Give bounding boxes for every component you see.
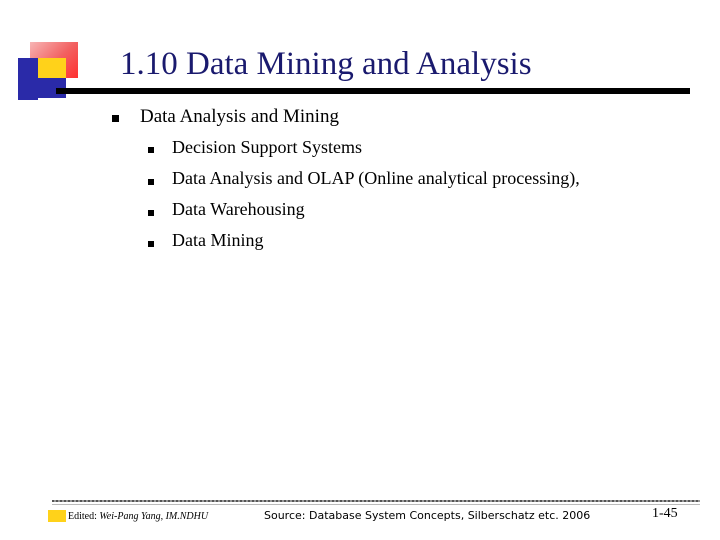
slide-title: 1.10 Data Mining and Analysis — [120, 46, 532, 82]
sub-bullet-text: Data Analysis and OLAP (Online analytical processing), — [172, 168, 580, 188]
footer-divider — [52, 500, 700, 502]
sub-bullet-text: Data Warehousing — [172, 199, 305, 219]
bullet-icon — [148, 179, 154, 185]
title-underline — [56, 88, 690, 94]
main-bullet-text: Data Analysis and Mining — [140, 106, 339, 127]
footer-edited-by: Wei-Pang Yang, IM.NDHU — [99, 511, 209, 522]
footer-source: Source: Database System Concepts, Silberschatz etc. 2006 — [264, 509, 591, 522]
footer-edited-credit — [68, 511, 208, 522]
footer-divider-shadow — [52, 504, 700, 505]
decorative-blue-bar — [18, 58, 38, 100]
footer-yellow-mark — [48, 510, 66, 522]
bullet-icon — [148, 210, 154, 216]
bullet-icon — [112, 115, 119, 122]
page-number: 1-45 — [652, 506, 678, 521]
sub-bullet-text: Decision Support Systems — [172, 137, 363, 157]
bullet-icon — [148, 147, 154, 153]
bullet-icon — [148, 241, 154, 247]
sub-bullet-text: Data Mining — [172, 230, 264, 250]
footer-edited-label: Edited: — [68, 511, 97, 522]
